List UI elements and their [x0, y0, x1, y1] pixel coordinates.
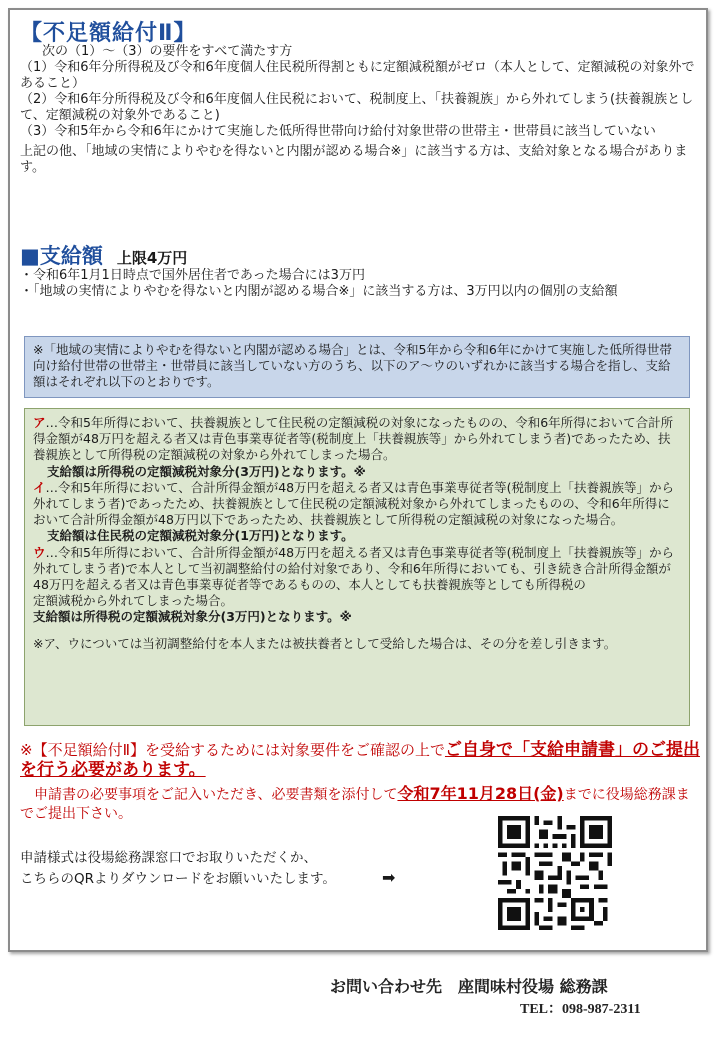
application-warning [20, 740, 700, 780]
download-line-2: こちらのQRよりダウンロードをお願いいたします。 [20, 871, 336, 887]
requirement-2: （2）令和6年分所得税及び令和6年度個人住民税において、税制度上、「扶養親族」から外れてしまう(扶養親族として、定額減税の対象外であること) [20, 92, 694, 123]
payment-title-text: ■支給額 [20, 244, 103, 268]
warning-emphasis: ご自身で「支給申請書」のご提出を行う必要があります。 [20, 740, 700, 780]
requirement-3: （3）令和5年から令和6年にかけて実施した低所得世帯向け給付対象世帯の世帯主・世帯員に該当していない [20, 124, 656, 139]
case-u [33, 545, 681, 594]
case-a-amount: 支給額は所得税の定額減税対象分(3万円)となります。※ [47, 463, 366, 479]
payment-line-1: ・令和6年1月1日時点で国外居住者であった場合には3万円 [20, 268, 365, 283]
case-a-mark: ア [33, 415, 46, 430]
definition-note-text: ※「地域の実情によりやむを得ないと内閣が認める場合」とは、令和5年から令和6年にかけて実施した低所得世帯向け給付世帯の世帯主・世帯員に該当していない方のうち、以下のア～ウのいずれかに該当する場合を指し、支給額はそれぞれ以下のとおりです。 [33, 342, 672, 389]
cases-box [24, 408, 690, 726]
requirements-block [20, 44, 700, 176]
section-title-shortfall: 【不足額給付Ⅱ】 [20, 21, 197, 46]
definition-note-box [24, 336, 690, 398]
case-i-mark: イ [33, 479, 46, 495]
case-i [33, 480, 681, 529]
contact-label: お問い合わせ先 座間味村役場 総務課 [330, 977, 608, 996]
qr-code[interactable] [498, 816, 612, 930]
payment-details [20, 268, 700, 300]
requirement-1: （1）令和6年分所得税及び令和6年度個人住民税所得割ともに定額減税額がゼロ（本人として、定額減税の対象外であること） [20, 60, 695, 91]
cases-footnote: ※ア、ウについては当初調整給付を本人または被扶養者として受給した場合は、その分を差し引きます。 [33, 635, 617, 651]
deadline-date: 令和7年11月28日(金) [397, 784, 564, 803]
case-u-text: …令和5年所得において、合計所得金額が48万円を超える者又は青色事業専従者等(税制度上「扶養親族等」から外れてしまう者)で本人として当初調整給付の給付対象であり、令和6年所得においても、引き続き合計所得金額が48万円を超える者又は青色事業専従者等であるものの、本人としても扶養親族等としても所得税の [33, 544, 675, 593]
case-u-mark: ウ [33, 544, 46, 560]
arrow-right-icon: ➡ [382, 868, 396, 887]
contact-tel: TEL：098-987-2311 [520, 1002, 641, 1017]
warning-prefix: ※【不足額給付Ⅱ】を受給するためには対象要件をご確認の上で [20, 741, 445, 759]
deadline-suffix: までに役場総務課までご提出下さい。 [20, 787, 690, 822]
requirements-other: 上記の他、「地域の実情によりやむを得ないと内閣が認める場合※」に該当する方は、支給対象となる場合があります。 [20, 144, 688, 175]
payment-line-2: ・「地域の実情によりやむを得ないと内閣が認める場合※」に該当する方は、3万円以内の個別の支給額 [20, 284, 618, 299]
case-u-amount: 支給額は所得税の定額減税対象分(3万円)となります。※ [33, 609, 352, 625]
download-line-1: 申請様式は役場総務課窓口でお取りいただくか、 [20, 850, 317, 866]
deadline-prefix: 申請書の必要事項をご記入いただき、必要書類を添付して [34, 787, 398, 803]
requirements-intro: 次の（1）～（3）の要件をすべて満たす方 [42, 44, 293, 59]
case-a [33, 415, 681, 464]
case-i-text: …令和5年所得において、合計所得金額が48万円を超える者又は青色事業専従者等(税制度上「扶養親族等」から外れてしまう者)であったため、扶養親族として住民税の定額減税対象から外れてしまったものの、令和6年所得において合計所得金額が48万円以下であったため、扶養親族として所得税の定額減税の対象になった場合。 [33, 479, 675, 528]
case-i-amount: 支給額は住民税の定額減税対象分(1万円)となります。 [47, 528, 354, 544]
payment-limit: 上限4万円 [116, 249, 188, 267]
document-frame [8, 8, 708, 952]
case-a-text: …令和5年所得において、扶養親族として住民税の定額減税の対象になったものの、令和6年所得において合計所得金額が48万円を超える者又は青色事業専従者等(税制度上「扶養親族等」から外れてしまう者)であったため、扶養親族として所得税の定額減税の対象から外れてしまった場合。 [33, 415, 674, 463]
payment-title [20, 240, 187, 270]
case-u-text-2: 定額減税から外れてしまった場合。 [33, 593, 234, 609]
